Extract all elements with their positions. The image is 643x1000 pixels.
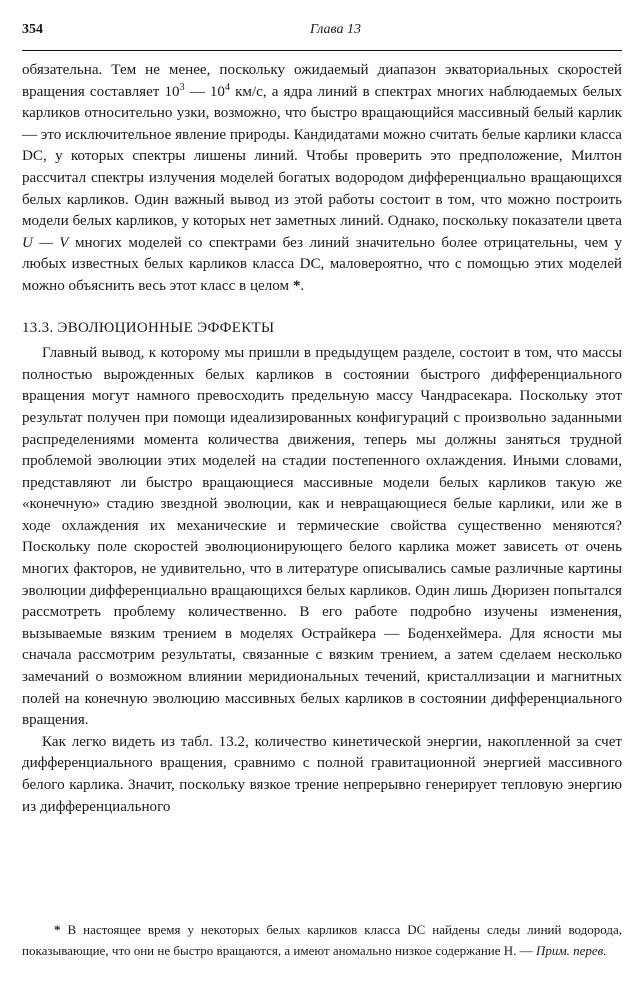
footnote-mark: * [54,922,61,937]
page-number: 354 [22,22,43,37]
paragraph: Как легко видеть из табл. 13.2, количество кинетической энергии, накопленной за счет дифференциального вращения, сравнимо с полной гравитационной энергией массивного белого карлика. Значит, поскольку вязкое трение непрерывно генерирует тепловую энергию из дифференциального [22,733,622,815]
paragraph: Главный вывод, к которому мы пришли в предыдущем разделе, состоит в том, что массы полностью вырожденных белых карликов в состоянии быстрого дифференциального вращения могут намного превосходить предельную массу Чандрасекара. Поскольку этот результат получен при помощи идеализированных конфигураций с произвольно заданными распределениями момента количества движения, теперь мы должны заняться трудной проблемой эволюции этих моделей на стадии постепенного охлаждения. Иными словами, представляют ли быстро вращающиеся массивные модели белых карликов такую же «конечную» стадию звездной эволюции, как и невращающиеся белые карлики, или же в ходе охлаждения их механические и термические свойства существенно меняются? Поскольку поле скоростей эволюционирующего белого карлика может зависеть от очень многих факторов, не удивительно, что в литературе описывались самые различные картины эволюции дифференциально вращающихся белых карликов. Один лишь Дюризен попытался рассмотреть проблему количественно. В его работе подробно изучены изменения, вызываемые вязким трением в моделях Острайкера — Боденхеймера. Для ясности мы сначала рассмотрим результаты, связанные с вязким трением, а затем сделаем несколько замечаний о возможном влиянии меридиональных течений, кристаллизации и магнитных полей на конечную эволюцию массивных белых карликов в состоянии дифференциального вращения. [22,345,622,729]
color-index-symbol: U — V [22,234,69,251]
header-rule [22,50,622,51]
running-title: Глава 13 [310,22,361,37]
footnote-reference: * [292,277,301,294]
footnote: * В настоящее время у некоторых белых карликов класса DC найдены следы линий водорода, показывающие, что они не быстро вращаются, а имеют аномально низкое содержание Н. — Прим. перев. [22,922,622,958]
paragraph-continued: обязательна. Тем не менее, поскольку ожидаемый диапазон экваториальных скоростей вращения составляет $10^3$ — $10^4$ км/с, а ядра линий в спектрах многих наблюдаемых белых карликов относительно узки, возможно, что быстро вращающийся массивный белый карлик — это исключительное явление природы. Кандидатами можно считать белые карлики класса DC, у которых спектры лишены линий. Чтобы проверить это предположение, Милтон рассчитал спектры излучения моделей богатых водородом дифференциально вращающихся белых карликов. Один важный вывод из этой работы состоит в том, что можно построить модели белых карликов, у которых нет заметных линий. Однако, поскольку показатели цвета U — V многих моделей со спектрами без линий значительно более отрицательны, чем у любых известных белых карликов класса DC, маловероятно, что с помощью этих моделей можно объяснить весь этот класс в целом *. [22,62,622,294]
section-heading: 13.3. ЭВОЛЮЦИОННЫЕ ЭФФЕКТЫ [22,319,275,336]
body-text [22,60,622,818]
translator-note: Прим. перев. [535,943,607,958]
page-header [22,22,622,42]
